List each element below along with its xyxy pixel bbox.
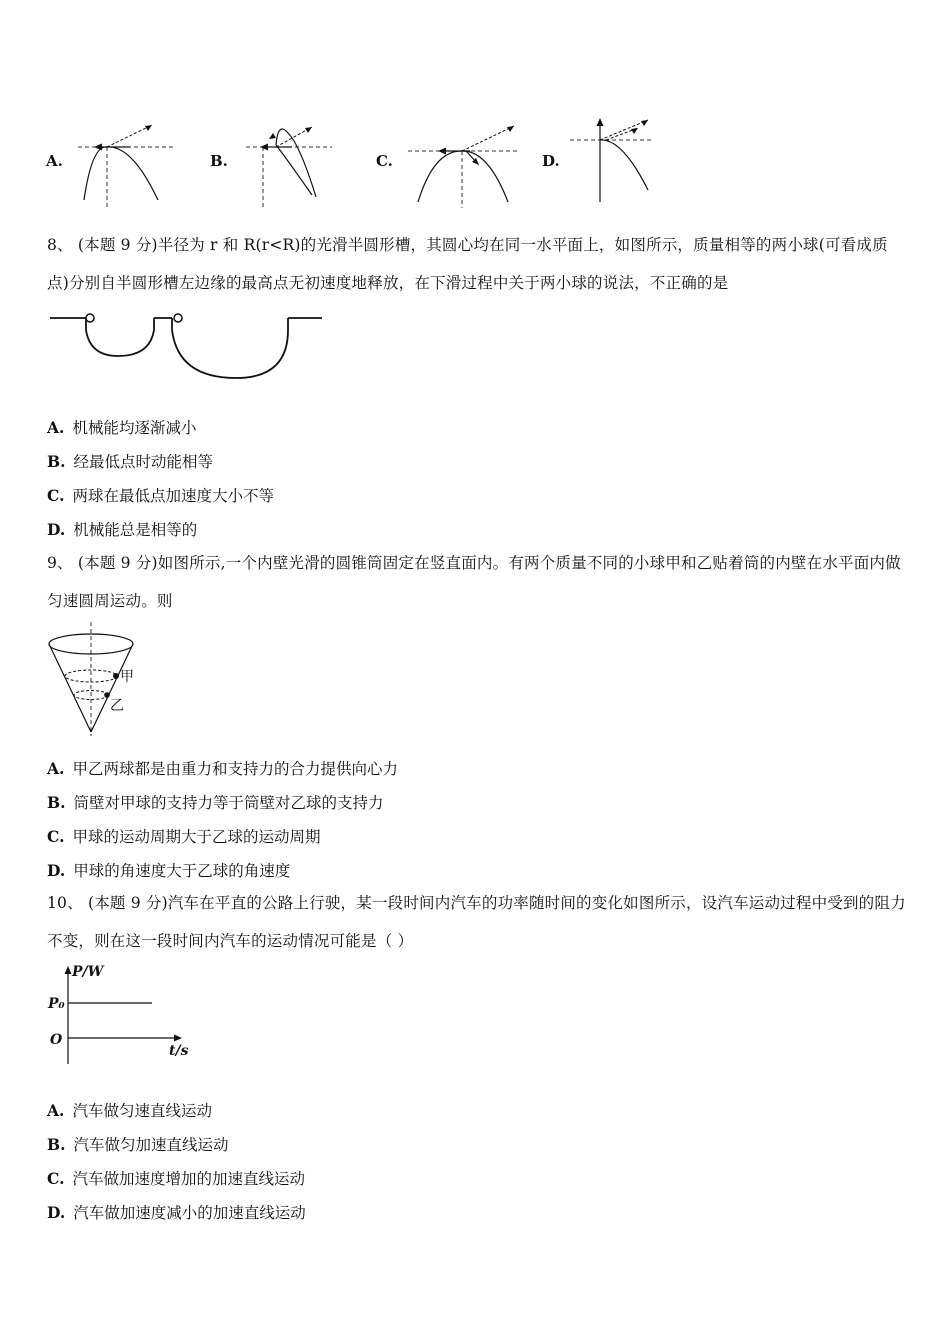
q10-y-axis-label: P/W: [72, 964, 104, 980]
q10-option-d[interactable]: [47, 1201, 306, 1223]
q10-option-a[interactable]: [47, 1099, 212, 1121]
q8-option-b-label: B.: [47, 452, 66, 471]
q7-option-b-label: B.: [210, 152, 228, 170]
q9-label-jia: 甲: [120, 669, 134, 685]
q8-option-b[interactable]: [47, 450, 213, 472]
q10-power-time-graph: [44, 960, 204, 1068]
q10-option-c-label: C.: [47, 1169, 65, 1188]
q8-option-a-label: A.: [47, 418, 65, 437]
q8-option-d-label: D.: [47, 520, 66, 539]
q8-option-c-label: C.: [47, 486, 65, 505]
q9-label-yi: 乙: [110, 698, 124, 714]
q10-option-d-label: D.: [47, 1203, 66, 1222]
q10-option-b-text: 汽车做匀加速直线运动: [73, 1136, 229, 1154]
q8-option-d[interactable]: [47, 518, 197, 540]
q7-option-a-figure: [72, 115, 182, 213]
q9-option-a[interactable]: [47, 757, 398, 779]
q9-option-a-label: A.: [47, 759, 65, 778]
q10-option-a-text: 汽车做匀速直线运动: [72, 1102, 212, 1120]
q10-option-b-label: B.: [47, 1135, 66, 1154]
q10-option-d-text: 汽车做加速度减小的加速直线运动: [73, 1204, 306, 1222]
q10-option-b[interactable]: [47, 1133, 229, 1155]
q9-option-c-text: 甲球的运动周期大于乙球的运动周期: [72, 828, 321, 846]
q9-option-a-text: 甲乙两球都是由重力和支持力的合力提供向心力: [72, 760, 398, 778]
q8-option-b-text: 经最低点时动能相等: [73, 453, 214, 471]
q10-option-c[interactable]: [47, 1167, 305, 1189]
q9-stem: 9、 (本题 9 分)如图所示,一个内壁光滑的圆锥筒固定在竖直面内。有两个质量不同的小球甲和乙贴着筒的内壁在水平面内做匀速圆周运动。则: [47, 554, 901, 610]
q10-stem: 10、 (本题 9 分)汽车在平直的公路上行驶，某一段时间内汽车的功率随时间的变化如图所示，设汽车运动过程中受到的阻力不变，则在这一段时间内汽车的运动情况可能是（ ）: [47, 894, 906, 950]
q8-option-a-text: 机械能均逐渐减小: [72, 419, 197, 437]
q9-option-d[interactable]: [47, 859, 290, 881]
q9-option-c[interactable]: [47, 825, 320, 847]
q7-option-d-label: D.: [542, 152, 560, 170]
q9-ball-jia: [113, 673, 119, 679]
q7-option-d-figure: [560, 112, 660, 204]
q10-option-a-label: A.: [47, 1101, 65, 1120]
q9-option-c-label: C.: [47, 827, 65, 846]
q9-option-b[interactable]: [47, 791, 384, 813]
q8-option-d-text: 机械能总是相等的: [73, 521, 198, 539]
q7-option-c-label: C.: [376, 152, 393, 170]
q7-option-a-label: A.: [46, 152, 63, 170]
q9-option-b-label: B.: [47, 793, 66, 812]
q9-option-d-label: D.: [47, 861, 66, 880]
q9-ball-yi: [104, 692, 110, 698]
q8-semicircle-grooves-figure: [48, 308, 328, 388]
q9-cone-figure: [44, 620, 154, 738]
q7-option-c-figure: [404, 120, 524, 210]
q9-option-b-text: 筒壁对甲球的支持力等于筒壁对乙球的支持力: [73, 794, 384, 812]
q8-option-c-text: 两球在最低点加速度大小不等: [72, 487, 274, 505]
q8-stem: 8、 (本题 9 分)半径为 r 和 R(r<R)的光滑半圆形槽，其圆心均在同一水平面上，如图所示，质量相等的两小球(可看成质点)分别自半圆形槽左边缘的最高点无初速度地释放，在下滑过程中关于两小球的说法，不正确的是: [47, 236, 888, 292]
q10-p0-label: P₀: [48, 996, 65, 1012]
q10-x-axis-label: t/s: [169, 1043, 189, 1059]
q10-option-c-text: 汽车做加速度增加的加速直线运动: [72, 1170, 305, 1188]
q8-option-a[interactable]: [47, 416, 196, 438]
q7-option-b-figure: [240, 115, 340, 213]
q10-origin-label: O: [50, 1032, 63, 1048]
q9-option-d-text: 甲球的角速度大于乙球的角速度: [73, 862, 291, 880]
q8-option-c[interactable]: [47, 484, 274, 506]
